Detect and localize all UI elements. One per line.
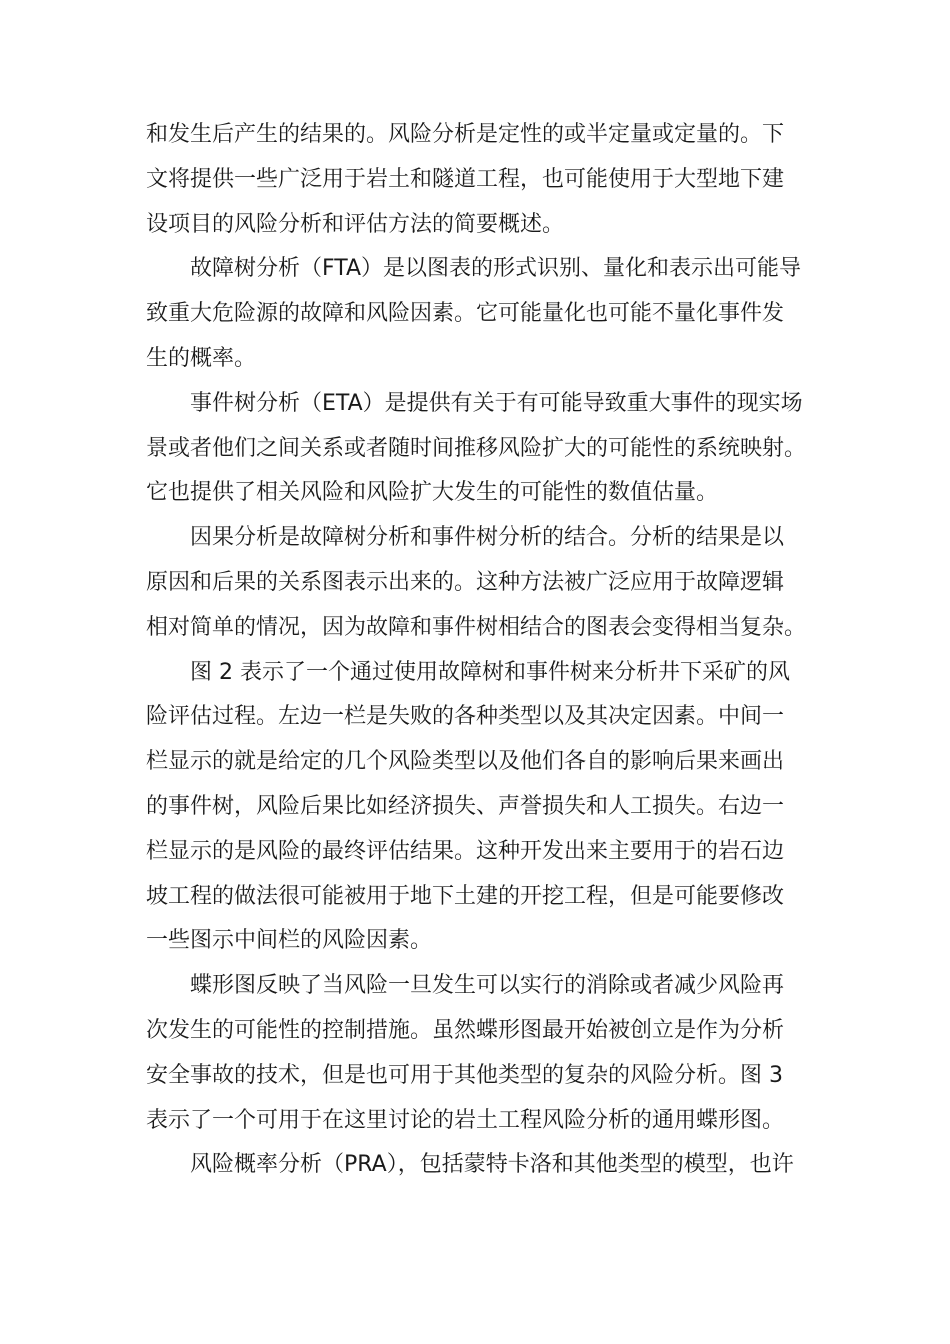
- text-line: 故障树分析（FTA）是以图表的形式识别、量化和表示出可能导: [190, 256, 802, 282]
- text-line: 生的概率。: [146, 345, 257, 371]
- text-line: 设项目的风险分析和评估方法的简要概述。: [146, 211, 565, 237]
- text-line: 因果分析是故障树分析和事件树分析的结合。分析的结果是以: [190, 525, 785, 551]
- text-line: 栏显示的是风险的最终评估结果。这种开发出来主要用于的岩石边: [146, 838, 785, 864]
- text-line: 一些图示中间栏的风险因素。: [146, 928, 433, 954]
- text-line: 文将提供一些广泛用于岩土和隧道工程，也可能使用于大型地下建: [146, 166, 785, 192]
- text-line: 事件树分析（ETA）是提供有关于有可能导致重大事件的现实场: [190, 390, 803, 416]
- text-line: 的事件树，风险后果比如经济损失、声誉损失和人工损失。右边一: [146, 793, 785, 819]
- text-line: 坡工程的做法很可能被用于地下土建的开挖工程，但是可能要修改: [146, 883, 785, 909]
- text-line: 安全事故的技术，但是也可用于其他类型的复杂的风险分析。图 3: [146, 1062, 783, 1088]
- body-text: [146, 113, 826, 1188]
- text-line: 致重大危险源的故障和风险因素。它可能量化也可能不量化事件发: [146, 301, 785, 327]
- text-line: 景或者他们之间关系或者随时间推移风险扩大的可能性的系统映射。: [146, 435, 807, 461]
- text-line: 图 2 表示了一个通过使用故障树和事件树来分析井下采矿的风: [190, 659, 790, 685]
- text-line: 它也提供了相关风险和风险扩大发生的可能性的数值估量。: [146, 480, 719, 506]
- text-line: 风险概率分析（PRA），包括蒙特卡洛和其他类型的模型，也许: [190, 1152, 794, 1178]
- text-line: 次发生的可能性的控制措施。虽然蝶形图最开始被创立是作为分析: [146, 1017, 785, 1043]
- text-line: 蝶形图反映了当风险一旦发生可以实行的消除或者减少风险再: [190, 973, 785, 999]
- text-line: 相对简单的情况，因为故障和事件树相结合的图表会变得相当复杂。: [146, 614, 807, 640]
- text-line: 和发生后产生的结果的。风险分析是定性的或半定量或定量的。下: [146, 122, 785, 147]
- text-line: 原因和后果的关系图表示出来的。这种方法被广泛应用于故障逻辑: [146, 569, 785, 595]
- text-line: 险评估过程。左边一栏是失败的各种类型以及其决定因素。中间一: [146, 704, 785, 730]
- text-line: 栏显示的就是给定的几个风险类型以及他们各自的影响后果来画出: [146, 749, 785, 775]
- text-line: 表示了一个可用于在这里讨论的岩土工程风险分析的通用蝶形图。: [146, 1107, 785, 1133]
